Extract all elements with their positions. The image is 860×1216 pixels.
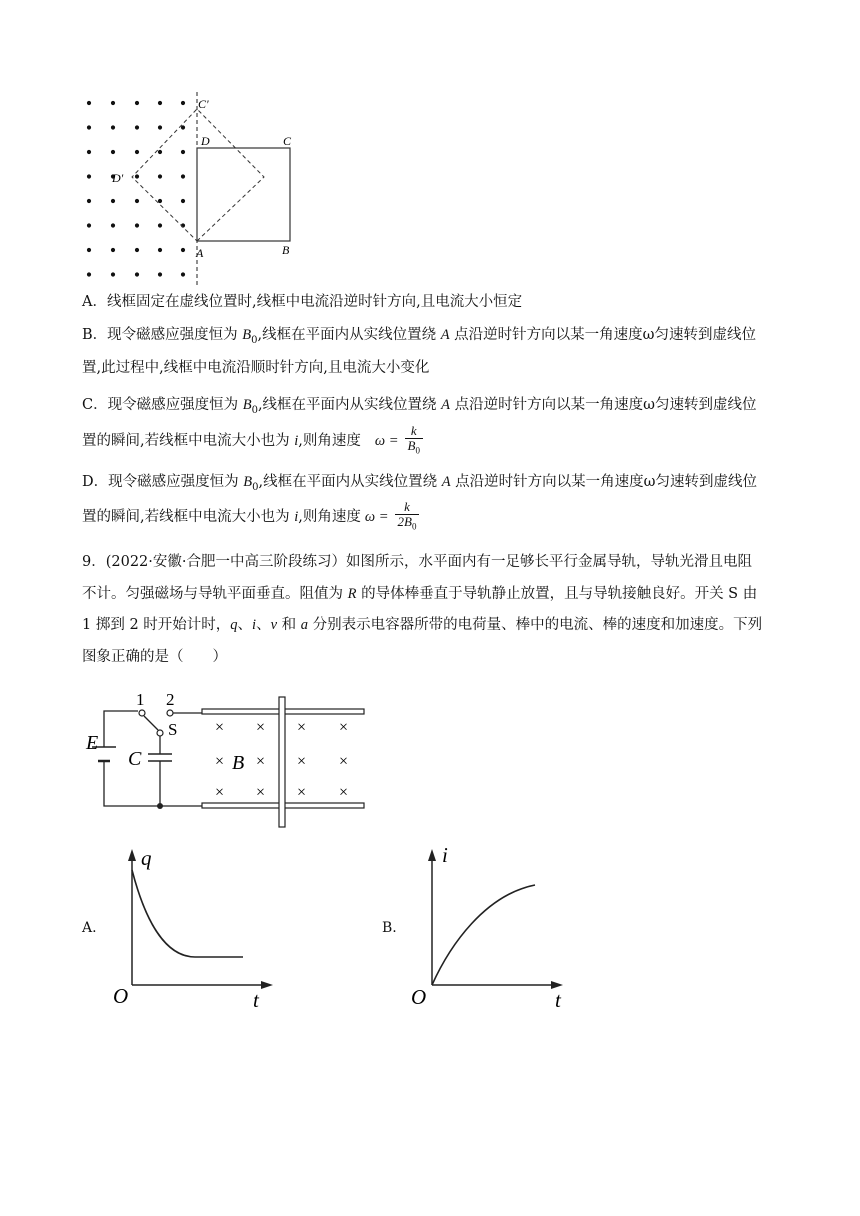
field-dot: [181, 248, 185, 252]
field-cross: ×: [256, 719, 266, 736]
label-d: D: [201, 134, 210, 148]
q8-c-pre: C．现令磁感应强度恒为: [82, 397, 243, 413]
q8-d-sym: B: [243, 474, 253, 490]
square-loop-magnetic-field-figure: [80, 90, 300, 290]
q8-c-sub: 0: [251, 404, 258, 416]
q8-b-sym: B: [242, 327, 252, 343]
q8-d2-i: i: [294, 509, 299, 525]
field-dot: [135, 101, 139, 105]
q8-d-a: A: [441, 474, 451, 490]
field-dot: [87, 174, 91, 178]
label-b: B: [282, 243, 290, 257]
q8-c2-i: i: [294, 433, 299, 449]
dashed-rotated-loop: [132, 109, 264, 241]
field-dot: [158, 248, 162, 252]
q8-b-end: 点沿逆时针方向以某一角速度ω匀速转到虚线位: [449, 327, 757, 343]
field-dot: [158, 272, 162, 276]
q8-c2-post: ,则角速度: [298, 433, 361, 449]
q9-l2-post: 的导体棒垂直于导轨静止放置，且与导轨接触良好。开关 S 由: [356, 586, 758, 602]
graph-a-y-label: q: [141, 846, 152, 870]
q9-l2-pre: 不计。匀强磁场与导轨平面垂直。阻值为: [82, 586, 348, 602]
q9-l3-sep2: 、: [256, 617, 271, 633]
label-c: C: [128, 748, 142, 770]
q8-option-c-line2: [82, 424, 782, 458]
field-dot: [181, 101, 185, 105]
field-cross: ×: [256, 784, 266, 801]
q8-b-pre: B．现令磁感应强度恒为: [82, 327, 243, 343]
q9-l3-v: v: [270, 617, 277, 633]
switch-terminal-2: [167, 710, 173, 716]
solid-square-loop: [197, 148, 290, 241]
graph-b-y-label: i: [442, 843, 448, 867]
capacitor-rail-circuit-figure: [80, 685, 380, 830]
q9-stem-line4: 图象正确的是（ ）: [82, 649, 227, 665]
graph-a-origin: O: [113, 984, 129, 1008]
field-dot: [181, 125, 185, 129]
field-dot: [181, 150, 185, 154]
field-cross: ×: [297, 753, 307, 770]
field-cross: ×: [339, 784, 349, 801]
graph-b-y-arrow: [428, 849, 436, 861]
q8-d-end: 点沿逆时针方向以某一角速度ω匀速转到虚线位: [450, 474, 757, 490]
q9-l3-and: 和: [277, 617, 301, 633]
field-dot: [158, 125, 162, 129]
label-2: 2: [166, 690, 175, 709]
q9-l3-pre: 1 掷到 2 时开始计时，: [82, 617, 231, 633]
field-cross: ×: [297, 784, 307, 801]
field-dot: [87, 223, 91, 227]
field-dot: [135, 248, 139, 252]
field-dot: [111, 150, 115, 154]
q8-d2-pre: 置的瞬间,若线框中电流大小也为: [82, 509, 295, 525]
field-dot: [181, 199, 185, 203]
q9-l3-a: a: [300, 617, 308, 633]
q8-c-end: 点沿逆时针方向以某一角速度ω匀速转到虚线位: [450, 397, 757, 413]
q9-l3-post: 分别表示电容器所带的电荷量、棒中的电流、棒的速度和加速度。下列: [307, 617, 763, 633]
field-dot: [87, 101, 91, 105]
field-dot: [111, 199, 115, 203]
q8-d2-num: k: [395, 500, 420, 515]
field-dot: [181, 174, 185, 178]
q8-d2-omega: ω =: [364, 509, 389, 525]
q8-b-a: A: [440, 327, 450, 343]
graph-b-i-vs-t: [405, 840, 580, 1010]
field-dot: [87, 150, 91, 154]
field-cross: ×: [215, 719, 225, 736]
graph-a-y-arrow: [128, 849, 136, 861]
q8-d2-post: ,则角速度: [298, 509, 361, 525]
graph-b-x-label: t: [555, 988, 561, 1010]
q8-b-sub: 0: [251, 334, 258, 346]
field-dot: [111, 272, 115, 276]
label-c: C: [283, 134, 292, 148]
field-dot: [135, 223, 139, 227]
switch-blade: [144, 716, 158, 730]
field-dot: [111, 223, 115, 227]
switch-terminal-1: [139, 710, 145, 716]
magnetic-field-dots: [87, 101, 185, 277]
field-cross: ×: [339, 719, 349, 736]
q8-d-sub: 0: [252, 481, 259, 493]
q9-stem-line2: [82, 584, 782, 604]
field-dot: [158, 150, 162, 154]
field-dot: [87, 125, 91, 129]
field-dot: [135, 174, 139, 178]
field-dot: [111, 125, 115, 129]
q9-l3-q: q: [230, 617, 238, 633]
field-dot: [111, 101, 115, 105]
field-cross: ×: [297, 719, 307, 736]
field-cross: ×: [215, 784, 225, 801]
field-dot: [87, 199, 91, 203]
q8-option-a: A．线框固定在虚线位置时,线框中电流沿逆时针方向,且电流大小恒定: [82, 294, 523, 310]
q9-l2-r: R: [347, 586, 357, 602]
field-dot: [111, 248, 115, 252]
q8-d-pre: D．现令磁感应强度恒为: [82, 474, 244, 490]
field-dot: [135, 199, 139, 203]
q8-option-d-line1: [82, 472, 782, 498]
q8-c2-pre: 置的瞬间,若线框中电流大小也为: [82, 433, 295, 449]
q8-b-post: ,线框在平面内从实线位置绕: [257, 327, 441, 343]
field-dot: [158, 223, 162, 227]
q8-d-post: ,线框在平面内从实线位置绕: [258, 474, 442, 490]
q9-l3-sep1: 、: [237, 617, 253, 633]
graph-a-curve: [132, 870, 243, 957]
label-a: A: [196, 246, 204, 260]
field-dot: [135, 125, 139, 129]
field-dot: [158, 101, 162, 105]
graph-b-curve: [432, 885, 535, 985]
graph-b-option-label: B.: [382, 920, 397, 936]
field-dot: [135, 150, 139, 154]
field-dot: [87, 272, 91, 276]
field-dot: [181, 272, 185, 276]
q9-stem-line3: [82, 615, 782, 635]
q8-c-sym: B: [242, 397, 252, 413]
q8-c-post: ,线框在平面内从实线位置绕: [257, 397, 442, 413]
field-dot: [135, 272, 139, 276]
field-cross: ×: [215, 753, 225, 770]
q9-stem-line1: 9．(2022·安徽·合肥一中高三阶段练习）如图所示，水平面内有一足够长平行金属导轨，导轨光滑且电阻: [82, 554, 752, 570]
field-dot: [158, 174, 162, 178]
graph-a-x-arrow: [261, 981, 273, 989]
graph-a-option-label: A.: [82, 920, 97, 936]
q8-d2-den: 2B: [397, 514, 412, 530]
q8-d2-fraction: [395, 500, 420, 534]
field-cross: ×: [256, 753, 266, 770]
label-b: B: [232, 752, 245, 774]
q8-d2-den-sub: 0: [411, 521, 417, 532]
switch-pivot: [157, 730, 163, 736]
field-dot: [87, 248, 91, 252]
field-cross: ×: [339, 753, 349, 770]
q8-option-d-line2: [82, 500, 782, 534]
q8-option-b-line1: [82, 325, 782, 351]
label-e: E: [86, 732, 99, 754]
label-c-prime: C': [198, 97, 209, 111]
conducting-rod: [279, 697, 285, 827]
graph-a-q-vs-t: [105, 845, 280, 1010]
q8-c-a: A: [441, 397, 451, 413]
q8-c2-num: k: [405, 424, 423, 439]
q8-option-b-line2: 置,此过程中,线框中电流沿顺时针方向,且电流大小变化: [82, 360, 430, 376]
q8-c2-fraction: [405, 424, 423, 458]
graph-a-x-label: t: [253, 988, 259, 1010]
q8-c2-den-sub: 0: [415, 445, 420, 456]
q8-option-c-line1: [82, 395, 782, 421]
label-d-prime: D': [112, 171, 124, 185]
graph-b-origin: O: [411, 985, 427, 1009]
label-1: 1: [136, 690, 145, 709]
label-s: S: [168, 720, 178, 739]
q9-l3-i: i: [252, 617, 257, 633]
q8-c2-omega: ω =: [374, 433, 399, 449]
q8-c2-den: B: [407, 438, 416, 454]
capacitor-symbol: [148, 754, 172, 761]
